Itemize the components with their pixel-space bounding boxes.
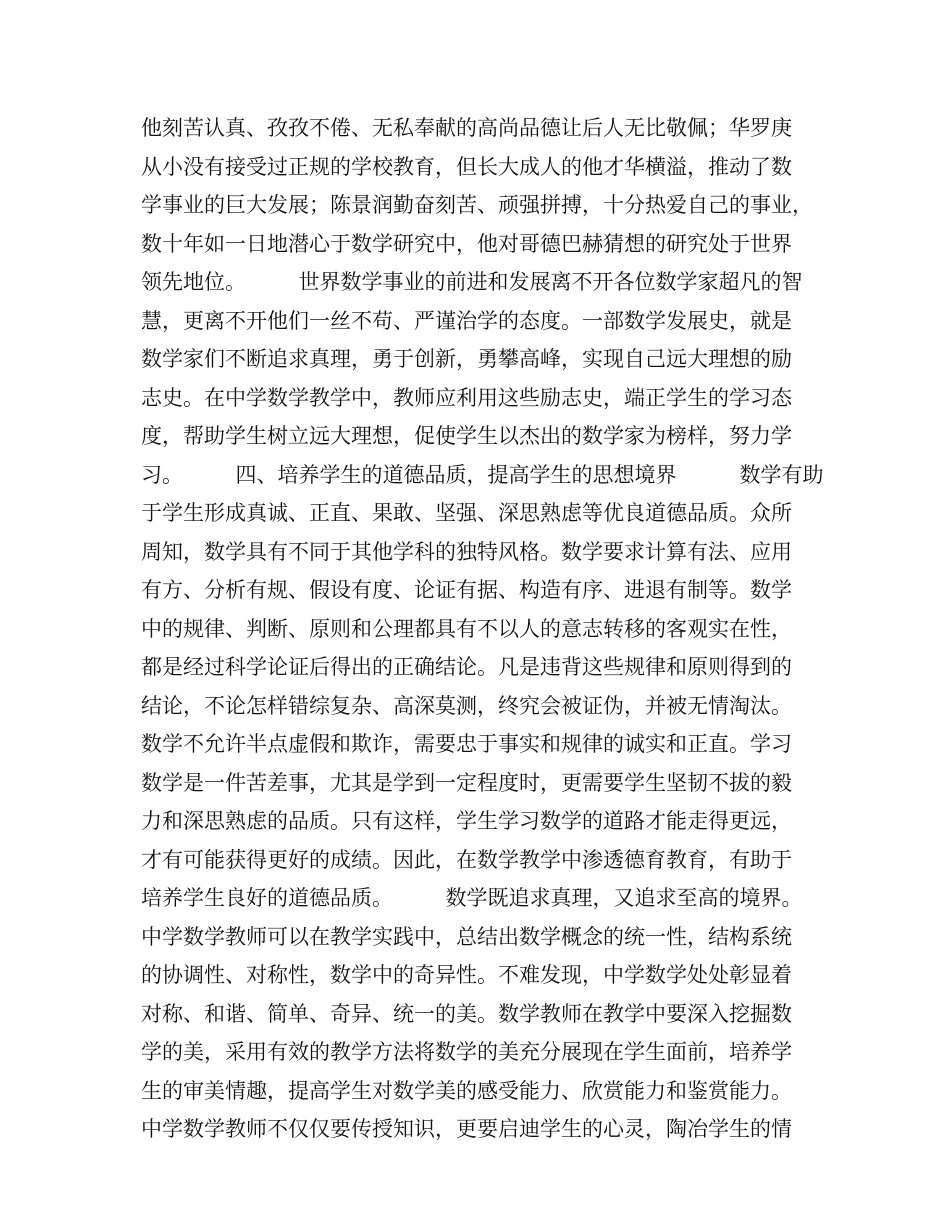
text-line: 学事业的巨大发展；陈景润勤奋刻苦、顽强拼搏，十分热爱自己的事业， bbox=[141, 193, 813, 217]
text-line: 有方、分析有规、假设有度、论证有据、构造有序、进退有制等。数学 bbox=[141, 578, 792, 602]
text-line: 数学家们不断追求真理，勇于创新，勇攀高峰，实现自己远大理想的励 bbox=[141, 347, 792, 371]
text-line: 慧，更离不开他们一丝不苟、严谨治学的态度。一部数学发展史，就是 bbox=[141, 308, 792, 333]
text-line: 的协调性、对称性，数学中的奇异性。不难发现，中学数学处处彰显着 bbox=[141, 963, 792, 987]
text-line: 学的美，采用有效的教学方法将数学的美充分展现在学生面前，培养学 bbox=[141, 1040, 792, 1064]
text-line: 数十年如一日地潜心于数学研究中，他对哥德巴赫猜想的研究处于世界 bbox=[141, 231, 792, 256]
text-line: 习。 四、培养学生的道德品质，提高学生的思想境界 数学有助 bbox=[141, 462, 824, 487]
text-line: 周知，数学具有不同于其他学科的独特风格。数学要求计算有法、应用 bbox=[141, 539, 792, 564]
text-line: 从小没有接受过正规的学校教育，但长大成人的他才华横溢，推动了数 bbox=[141, 154, 792, 179]
text-line: 度，帮助学生树立远大理想，促使学生以杰出的数学家为榜样，努力学 bbox=[141, 424, 792, 448]
text-line: 中学数学教师可以在教学实践中，总结出数学概念的统一性，结构系统 bbox=[141, 924, 792, 949]
text-line: 中学数学教师不仅仅要传授知识，更要启迪学生的心灵，陶冶学生的情 bbox=[141, 1117, 792, 1141]
text-line: 于学生形成真诚、正直、果敢、坚强、深思熟虑等优良道德品质。众所 bbox=[141, 501, 792, 525]
text-line: 力和深思熟虑的品质。只有这样，学生学习数学的道路才能走得更远， bbox=[141, 809, 792, 833]
text-line: 培养学生良好的道德品质。 数学既追求真理，又追求至高的境界。 bbox=[141, 886, 803, 910]
text-line: 数学是一件苦差事，尤其是学到一定程度时，更需要学生坚韧不拔的毅 bbox=[141, 770, 792, 795]
body-text bbox=[141, 109, 831, 1149]
text-line: 对称、和谐、简单、奇异、统一的美。数学教师在教学中要深入挖掘数 bbox=[141, 1001, 792, 1026]
text-line: 才有可能获得更好的成绩。因此，在数学教学中渗透德育教育，有助于 bbox=[141, 847, 792, 872]
text-line: 结论，不论怎样错综复杂、高深莫测，终究会被证伪，并被无情淘汰。 bbox=[141, 693, 792, 718]
text-line: 生的审美情趣，提高学生对数学美的感受能力、欣赏能力和鉴赏能力。 bbox=[141, 1078, 792, 1103]
text-line: 中的规律、判断、原则和公理都具有不以人的意志转移的客观实在性， bbox=[141, 616, 792, 641]
text-line: 领先地位。 世界数学事业的前进和发展离不开各位数学家超凡的智 bbox=[141, 270, 803, 294]
text-line: 他刻苦认真、孜孜不倦、无私奉献的高尚品德让后人无比敬佩；华罗庚 bbox=[141, 116, 792, 140]
text-line: 数学不允许半点虚假和欺诈，需要忠于事实和规律的诚实和正直。学习 bbox=[141, 732, 792, 756]
text-line: 都是经过科学论证后得出的正确结论。凡是违背这些规律和原则得到的 bbox=[141, 655, 792, 679]
text-line: 志史。在中学数学教学中，教师应利用这些励志史，端正学生的学习态 bbox=[141, 385, 792, 410]
